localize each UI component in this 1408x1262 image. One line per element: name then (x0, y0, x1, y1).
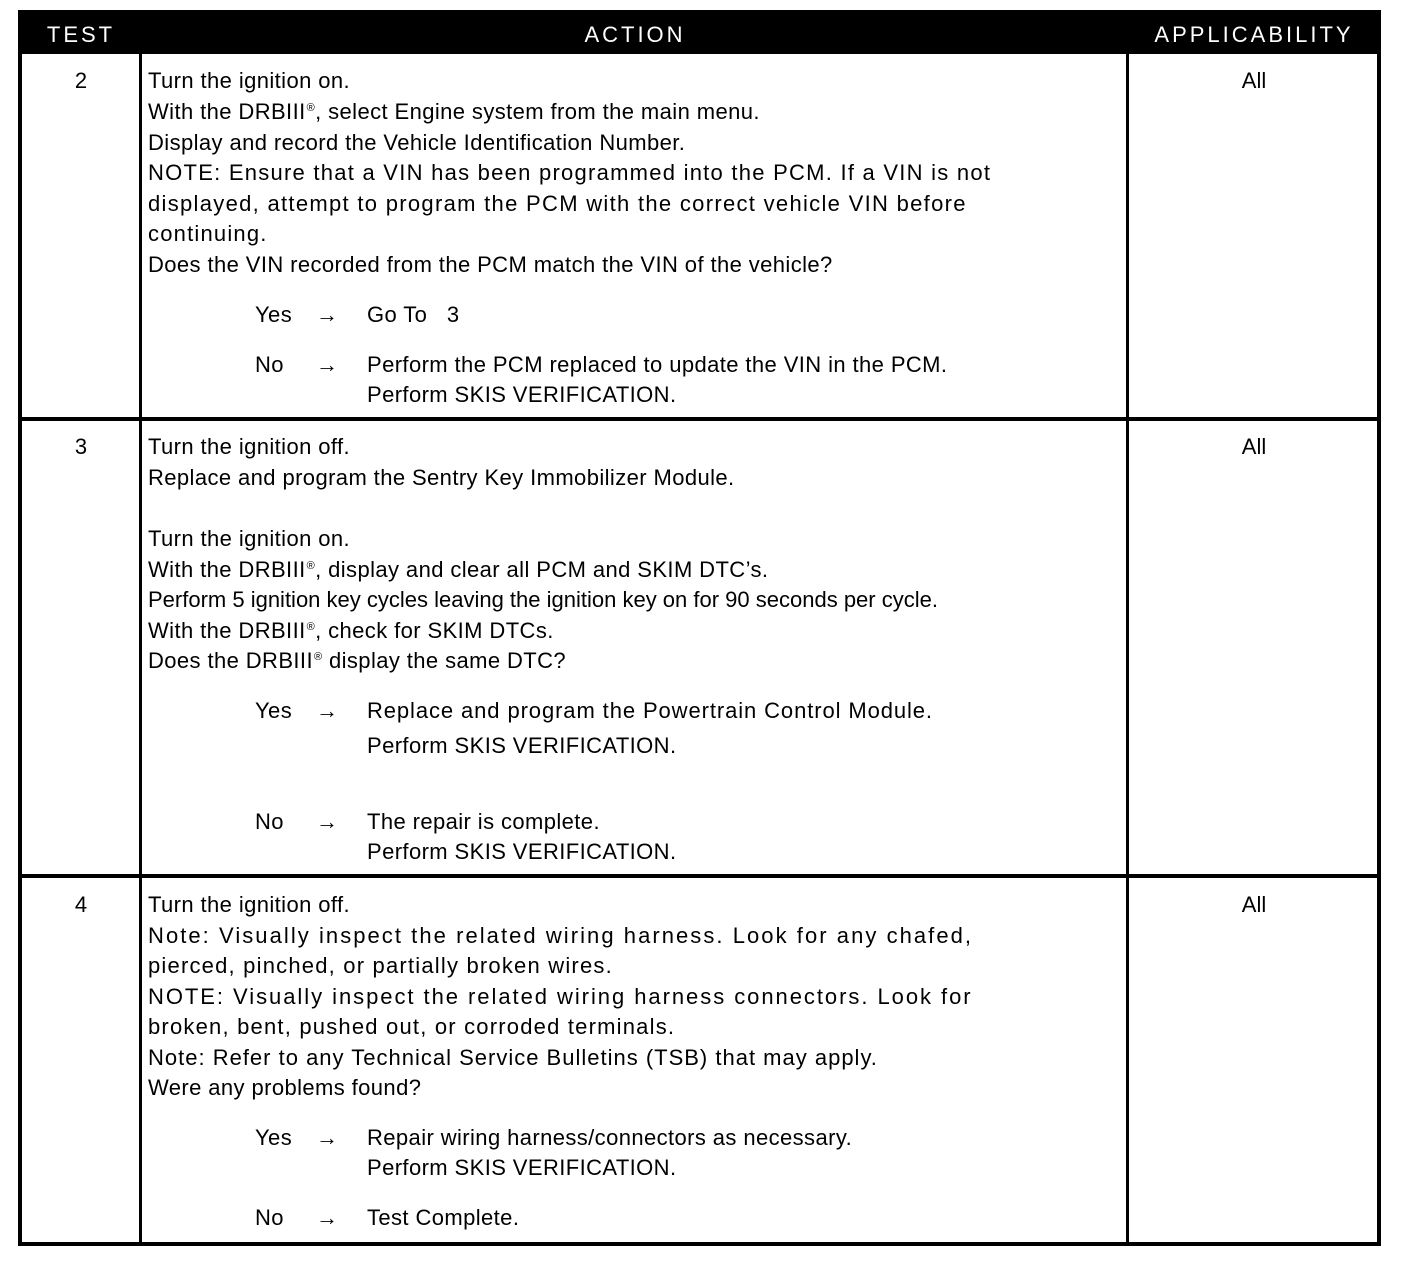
action-line: With the DRBIII®, display and clear all PCM and SKIM DTC’s. (148, 557, 769, 582)
no-label: No (255, 352, 284, 377)
action-line: Does the DRBIII® display the same DTC? (148, 648, 567, 673)
action-line: Perform 5 ignition key cycles leaving the ignition key on for 90 seconds per cycle. (148, 587, 938, 612)
action-line: Note: Visually inspect the related wiring harness. Look for any chafed, (148, 923, 974, 948)
action-line: Does the VIN recorded from the PCM match the VIN of the vehicle? (148, 252, 833, 277)
action-line: Turn the ignition off. (148, 434, 351, 459)
column-divider (1126, 54, 1129, 1246)
no-result: Perform SKIS VERIFICATION. (367, 839, 677, 864)
diagnostic-table (18, 10, 1381, 1246)
applicability-value: All (1241, 68, 1267, 93)
no-label: No (255, 809, 284, 834)
action-line: displayed, attempt to program the PCM with the correct vehicle VIN before (148, 191, 967, 216)
no-result: Perform SKIS VERIFICATION. (367, 382, 677, 407)
action-line: NOTE: Visually inspect the related wiring harness connectors. Look for (148, 984, 973, 1009)
action-line: Turn the ignition on. (148, 526, 351, 551)
action-line: Replace and program the Sentry Key Immobilizer Module. (148, 465, 735, 490)
action-line: broken, bent, pushed out, or corroded terminals. (148, 1014, 676, 1039)
table-header (22, 14, 1377, 54)
header-test: TEST (46, 22, 116, 47)
applicability-value: All (1241, 434, 1267, 459)
action-line: Were any problems found? (148, 1075, 422, 1100)
no-result: Perform the PCM replaced to update the VIN in the PCM. (367, 352, 948, 377)
action-line: With the DRBIII®, check for SKIM DTCs. (148, 618, 554, 643)
arrow-icon: → (316, 809, 339, 834)
applicability-value: All (1241, 892, 1267, 917)
yes-label: Yes (255, 302, 293, 327)
arrow-icon: → (316, 1205, 339, 1230)
arrow-icon: → (316, 698, 339, 723)
action-line: With the DRBIII®, select Engine system from the main menu. (148, 99, 760, 124)
yes-label: Yes (255, 1125, 293, 1150)
action-line: NOTE: Ensure that a VIN has been programmed into the PCM. If a VIN is not (148, 160, 992, 185)
arrow-icon: → (316, 1125, 339, 1150)
test-number: 3 (74, 434, 88, 459)
action-line: Note: Refer to any Technical Service Bulletins (TSB) that may apply. (148, 1045, 878, 1070)
no-label: No (255, 1205, 284, 1230)
action-line: continuing. (148, 221, 268, 246)
yes-result: Repair wiring harness/connectors as necessary. (367, 1125, 853, 1150)
yes-label: Yes (255, 698, 293, 723)
header-action: ACTION (584, 22, 686, 47)
row-divider (22, 874, 1377, 878)
column-divider (139, 54, 142, 1246)
action-line: Turn the ignition on. (148, 68, 351, 93)
yes-result: Perform SKIS VERIFICATION. (367, 1155, 677, 1180)
arrow-icon: → (316, 352, 339, 377)
header-applicability: APPLICABILITY (1154, 22, 1354, 47)
no-result: Test Complete. (367, 1205, 520, 1230)
yes-result: Go To 3 (367, 302, 460, 327)
yes-result: Replace and program the Powertrain Control Module. (367, 698, 933, 723)
arrow-icon: → (316, 302, 339, 327)
test-number: 4 (74, 892, 88, 917)
no-result: The repair is complete. (367, 809, 600, 834)
action-line: Display and record the Vehicle Identification Number. (148, 130, 686, 155)
test-number: 2 (74, 68, 88, 93)
yes-result: Perform SKIS VERIFICATION. (367, 733, 677, 758)
action-line: pierced, pinched, or partially broken wires. (148, 953, 613, 978)
action-line: Turn the ignition off. (148, 892, 351, 917)
row-divider (22, 417, 1377, 421)
